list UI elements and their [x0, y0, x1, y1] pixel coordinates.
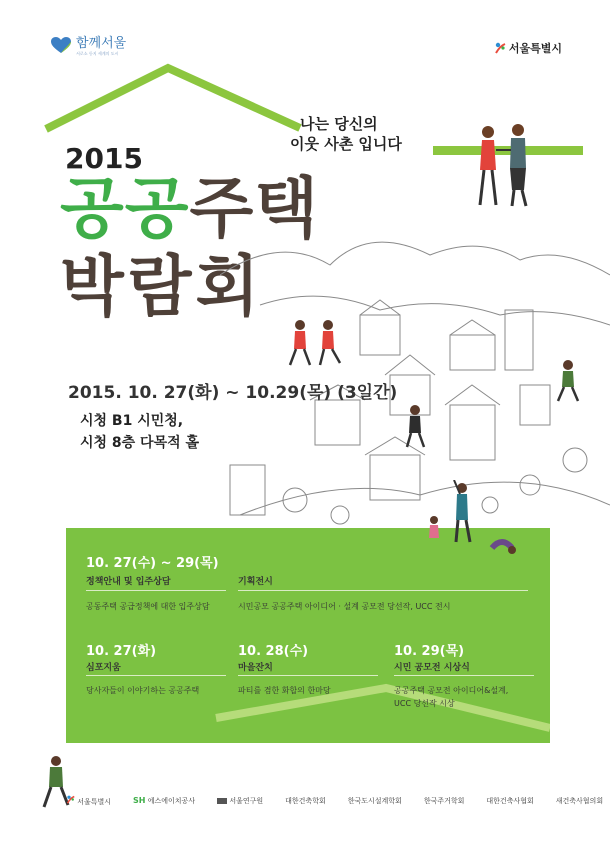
sponsor-seoul-institute: 서울연구원 — [217, 796, 263, 806]
brand-logo-text: 함께서울 — [76, 36, 127, 51]
sponsor-housing: 한국주거학회 — [423, 797, 465, 805]
schedule-item-3-date: 10. 29(목) — [394, 644, 465, 659]
heart-icon — [50, 36, 72, 54]
divider — [86, 590, 226, 591]
schedule-item-3-title: 시민 공모전 시상식 — [394, 663, 470, 673]
schedule-row1-date: 10. 27(수) ~ 29(목) — [86, 556, 219, 571]
schedule-row1-title-right: 기획전시 — [238, 577, 273, 587]
divider — [238, 675, 378, 676]
sponsor-sh: SH 에스에이치공사 — [133, 796, 196, 805]
divider — [394, 675, 534, 676]
divider — [238, 590, 528, 591]
brand-logo-sub: 서로소 등지 세계의 도시 — [76, 51, 119, 56]
sponsor-footer — [66, 795, 603, 807]
seoul-emblem-icon — [66, 795, 75, 804]
schedule-item-2-title: 마을잔치 — [238, 663, 273, 673]
people-stretching-illustration — [420, 480, 540, 570]
schedule-item-1-desc: 당사자들이 이야기하는 공공주택 — [86, 686, 200, 695]
walking-couple-illustration — [466, 120, 546, 210]
seoul-logo-label: 서울특별시 — [508, 42, 562, 55]
tagline — [290, 114, 402, 154]
divider — [86, 675, 226, 676]
tagline-line2: 이웃 사촌 입니다 — [290, 135, 402, 153]
schedule-row1-desc-right: 시민공모 공공주택 아이디어 · 설계 공모전 당선작, UCC 전시 — [238, 602, 451, 611]
event-venue — [80, 410, 199, 454]
schedule-item-1-title: 심포지움 — [86, 663, 121, 673]
sponsor-seoul: 서울특별시 — [66, 795, 111, 807]
tagline-line1: 나는 당신의 — [300, 115, 378, 133]
sponsor-new-architects: 새건축사협의회 — [555, 797, 604, 805]
seoul-logo — [494, 40, 562, 56]
schedule-item-1-date: 10. 27(화) — [86, 644, 157, 659]
brand-logo — [50, 32, 126, 57]
title-brown-part: 주택 — [189, 170, 320, 247]
sh-mark: SH — [133, 796, 146, 805]
schedule-item-2-date: 10. 28(수) — [238, 644, 309, 659]
schedule-row1-desc-left: 공동주택 공급정책에 대한 입주상담 — [86, 602, 210, 611]
event-year: 2015 — [65, 142, 143, 175]
event-dates: 2015. 10. 27(화) ~ 10.29(목) (3일간) — [68, 383, 398, 403]
title-green-part: 공공 — [60, 170, 190, 247]
schedule-row1-title-left: 정책안내 및 입주상담 — [86, 577, 171, 587]
schedule-item-2-desc: 파티를 겸한 화합의 한마당 — [238, 686, 331, 695]
sponsor-kudi: 한국도시설계학회 — [347, 797, 402, 805]
venue-line2: 시청 8층 다목적 홀 — [80, 435, 200, 451]
seoul-institute-icon — [217, 798, 227, 804]
seoul-emblem-icon — [494, 42, 506, 54]
sponsor-kira: 대한건축사협회 — [486, 797, 534, 805]
title-line2: 박람회 — [60, 248, 264, 325]
sponsor-aik: 대한건축학회 — [285, 797, 326, 805]
venue-line1: 시청 B1 시민청, — [80, 413, 184, 429]
schedule-item-3-desc: 공공주택 공모전 아이디어&설계, UCC 당선작 시상 — [394, 686, 509, 708]
